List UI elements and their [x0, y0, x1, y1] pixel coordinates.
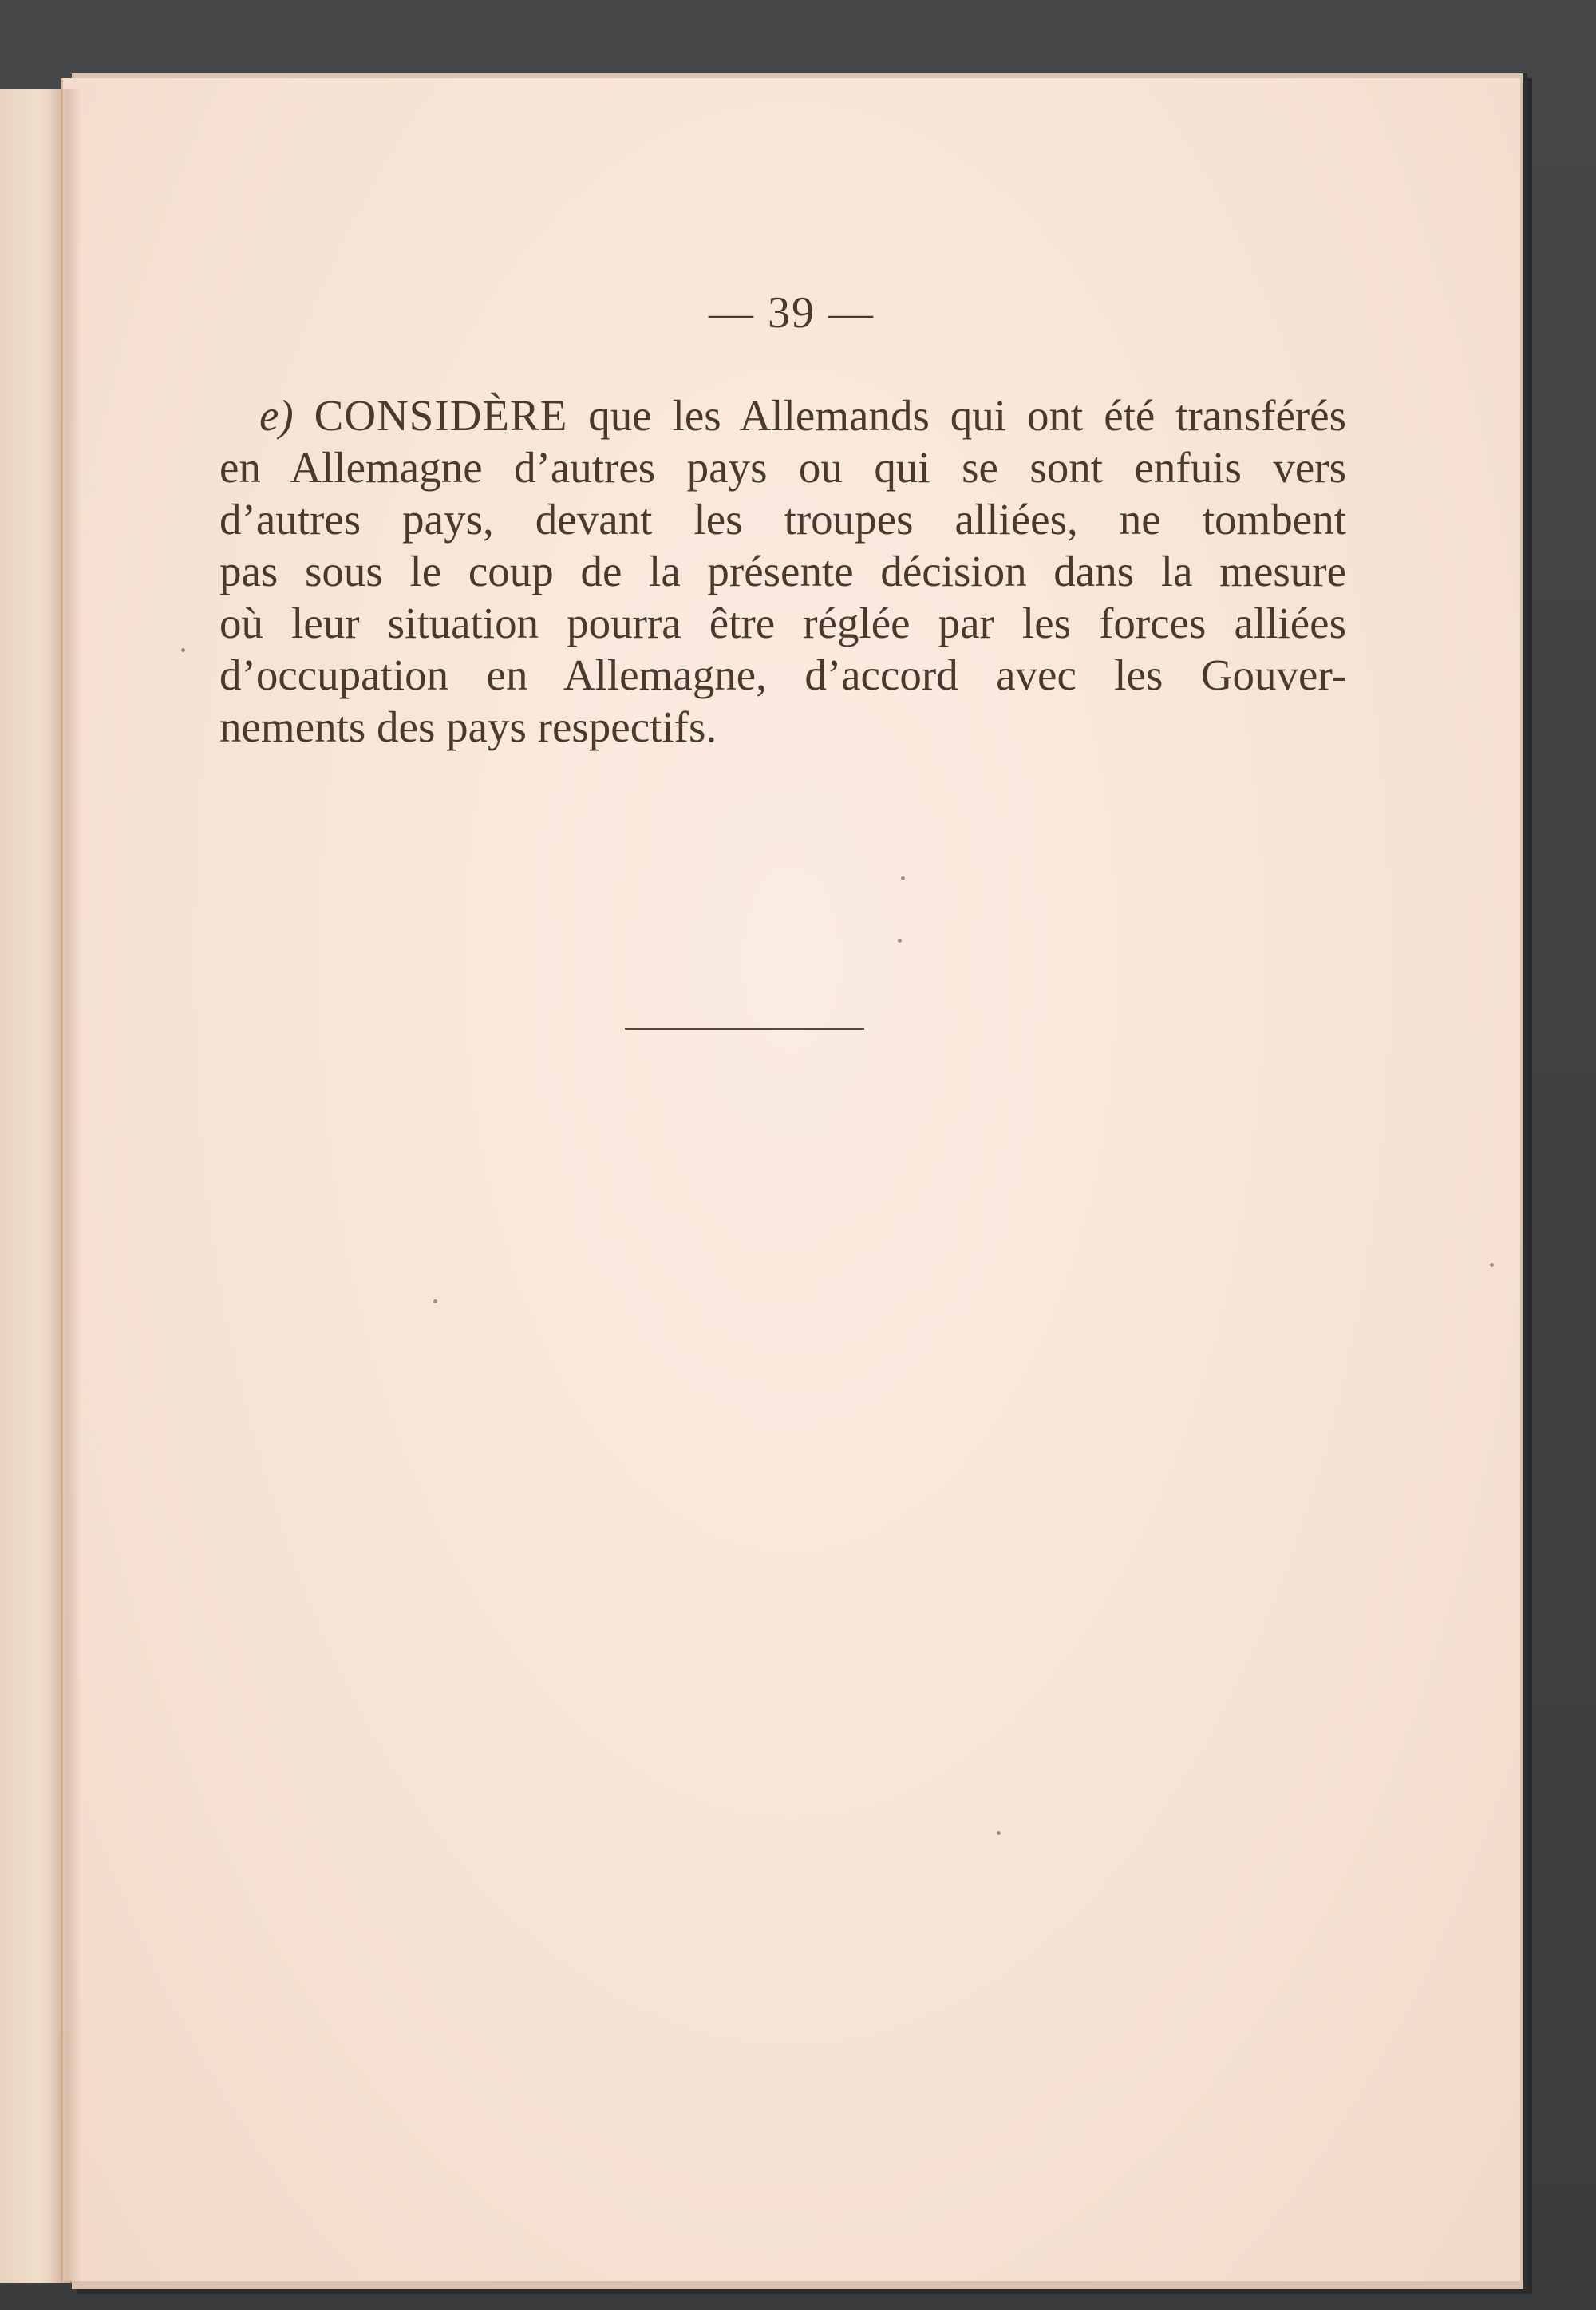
paper-speck: [898, 939, 902, 943]
paragraph-line-2: en Allemagne d’autres pays ou qui se sont enfuis vers: [219, 443, 1346, 492]
paragraph-line-5: où leur situation pourra être réglée par les forces alliées: [219, 599, 1346, 647]
paragraph-line-7: nements des pays respectifs.: [219, 702, 717, 751]
paper-speck: [1490, 1263, 1494, 1267]
gutter-shadow: [49, 89, 81, 2283]
page-number: — 39 —: [709, 288, 875, 338]
document-page: [61, 78, 1520, 2281]
lead-word: CONSIDÈRE: [314, 391, 568, 440]
paragraph-line-6: d’occupation en Allemagne, d’accord avec les Gouver-: [219, 651, 1346, 699]
paper-speck: [433, 1299, 437, 1303]
paper-speck: [901, 876, 905, 880]
paragraph-line-3: d’autres pays, devant les troupes alliées, ne tombent: [219, 495, 1346, 544]
item-marker: e): [259, 391, 294, 440]
paper-speck: [181, 648, 185, 652]
paragraph-line-1: [219, 390, 1346, 441]
paragraph-e: [219, 390, 1346, 753]
line-text-1: que les Allemands qui ont été transférés: [588, 391, 1347, 440]
section-separator-rule: [625, 1028, 864, 1030]
paragraph-line-4: pas sous le coup de la présente décision dans la mesure: [219, 547, 1346, 595]
paper-speck: [997, 1831, 1001, 1835]
